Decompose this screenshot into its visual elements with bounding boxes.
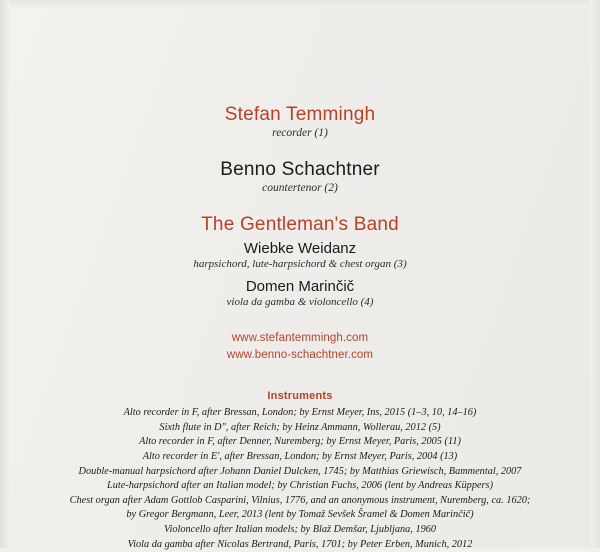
instrument-line: Chest organ after Adam Gottlob Casparini, Vilnius, 1776, and an anonymous instrument, Nuremberg, ca. 1620;: [69, 494, 531, 506]
band-member-name: Wiebke Weidanz: [243, 239, 357, 257]
performer-name: Stefan Temmingh: [224, 104, 376, 125]
performer-entry-1: [0, 104, 600, 139]
instrument-line: Alto recorder in F, after Bressan, London; by Ernst Meyer, Ins, 2015 (1–3, 10, 14–16): [123, 407, 477, 419]
band-section: [0, 214, 600, 308]
performer-role: countertenor (2): [262, 181, 338, 194]
instrument-line: Violoncello after Italian models; by Blaž Demšar, Ljubljana, 1960: [163, 524, 437, 536]
link-stefan-temmingh[interactable]: www.stefantemmingh.com: [231, 331, 369, 344]
instrument-line: by Gregor Bergmann, Leer, 2013 (lent by Tomaž Sevšek Šramel & Domen Marinčič): [126, 509, 474, 521]
link-benno-schachtner[interactable]: www.benno-schachtner.com: [226, 348, 374, 361]
instrument-line: Viola da gamba after Nicolas Bertrand, Paris, 1701; by Peter Erben, Munich, 2012: [127, 538, 473, 550]
instrument-line: Lute-harpsichord after an Italian model; by Christian Fuchs, 2006 (lent by Andreas Küppers): [106, 480, 493, 492]
band-member-name: Domen Marinčič: [245, 277, 355, 295]
band-member-role: viola da gamba & violoncello (4): [226, 295, 374, 308]
band-member-2: [0, 278, 600, 308]
performer-role: recorder (1): [272, 126, 328, 139]
instrument-line: Alto recorder in F, after Denner, Nuremberg; by Ernst Meyer, Paris, 2005 (11): [139, 436, 461, 448]
instrument-line: Sixth flute in D", after Reich; by Heinz Ammann, Wollerau, 2012 (5): [159, 421, 441, 433]
performer-name: Benno Schachtner: [220, 158, 380, 180]
performer-entry-2: [0, 159, 600, 194]
band-member-role: harpsichord, lute-harpsichord & chest organ (3): [193, 257, 407, 270]
instrument-line: Alto recorder in E', after Bressan, London; by Ernst Meyer, Paris, 2004 (13): [142, 451, 458, 463]
instruments-list: [0, 406, 600, 552]
band-title: The Gentleman's Band: [201, 213, 399, 235]
instrument-line: Double-manual harpsichord after Johann Daniel Dulcken, 1745; by Matthias Griewisch, Bammental, 2007: [78, 465, 522, 477]
band-member-1: [0, 240, 600, 270]
links-section: [0, 330, 600, 365]
instruments-heading: Instruments: [267, 390, 333, 403]
